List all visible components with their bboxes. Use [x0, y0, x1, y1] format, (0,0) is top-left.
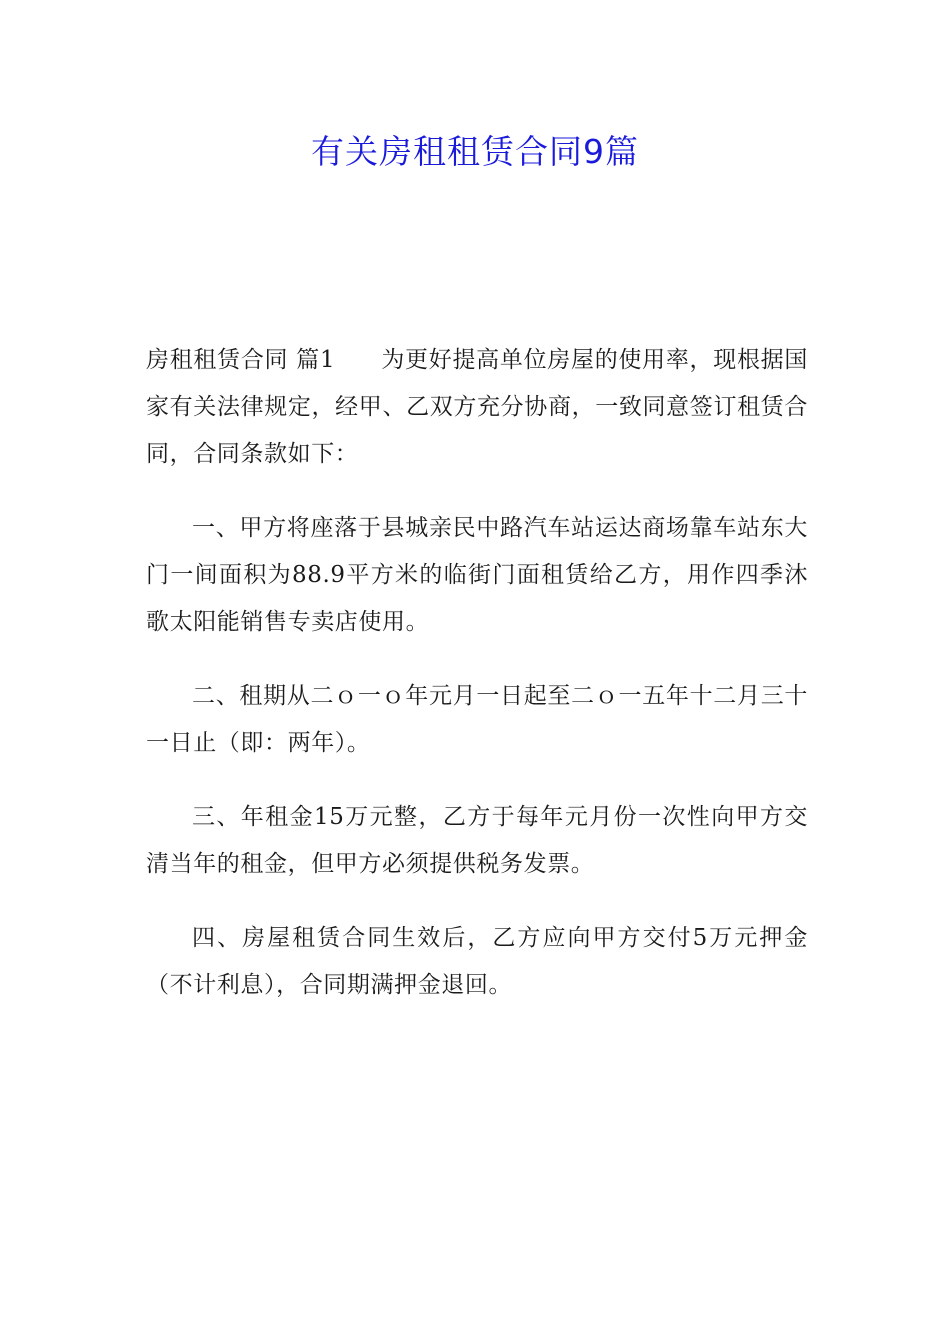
clause-paragraph: 二、租期从二ｏ一ｏ年元月一日起至二ｏ一五年十二月三十一日止（即：两年）。 [146, 683, 808, 756]
intro-paragraph [146, 337, 808, 478]
intro-text: 为更好提高单位房屋的使用率，现根据国家有关法律规定，经甲、乙双方充分协商，一致同意签订租赁合同，合同条款如下： [146, 347, 808, 467]
document-body [146, 337, 808, 1036]
clause-paragraph: 三、年租金15万元整，乙方于每年元月份一次性向甲方交清当年的租金，但甲方必须提供税务发票。 [146, 804, 808, 877]
clause-paragraph: 一、甲方将座落于县城亲民中路汽车站运达商场靠车站东大门一间面积为88.9平方米的临街门面租赁给乙方，用作四季沐歌太阳能销售专卖店使用。 [146, 515, 808, 635]
section-heading: 房租租赁合同 篇1 [146, 347, 336, 373]
document-title: 有关房租租赁合同9篇 [311, 132, 639, 171]
clause-paragraph: 四、房屋租赁合同生效后，乙方应向甲方交付5万元押金（不计利息），合同期满押金退回。 [146, 925, 808, 998]
